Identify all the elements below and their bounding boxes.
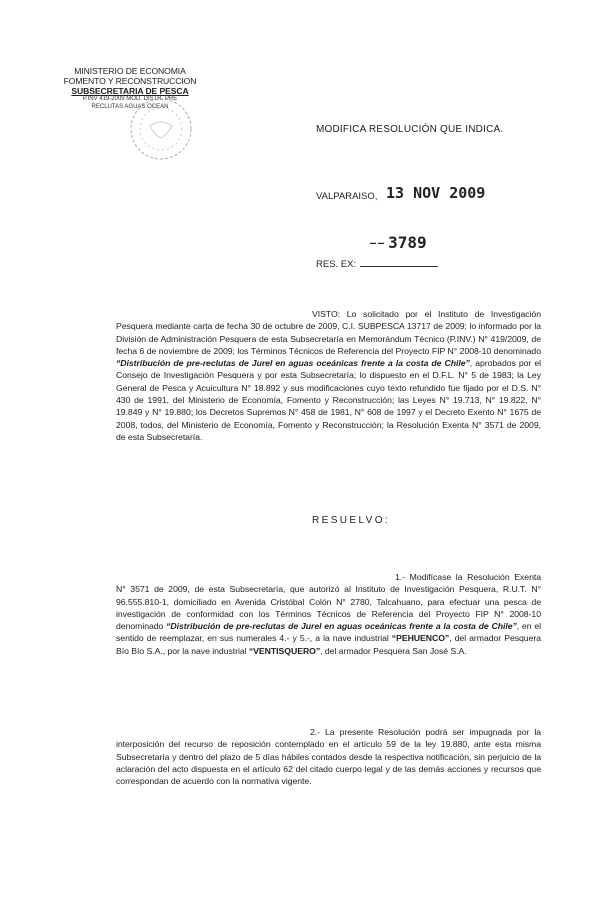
date-place: VALPARAISO,: [316, 191, 378, 202]
resolution-label: RES. EX:: [316, 259, 357, 270]
ministry-name-line2: FOMENTO Y RECONSTRUCCION: [63, 76, 197, 86]
ministry-name: MINISTERIO DE ECONOMIA: [74, 66, 186, 76]
article-1-number: 1.-: [395, 572, 405, 582]
article-1-text-3: , del armador Pesquera Bío Bío S.A., por la nave industrial: [116, 633, 541, 656]
resolution-blank-line: [360, 257, 438, 267]
visto-text-2: , aprobados por el Consejo de Investigación Pesquera y por esta Subsecretaría; lo dispuesto en el D.F.L. N° 5 de 1983; la Ley General de Pesca y Acuicultura N° 18.892 y sus modificaciones cuyo texto refundido fue fijado por el D.S. N° 430 de 1991, del Ministerio de Economía, Fomento y Reconstrucción; las Leyes N° 19.713, N° 19.822, N° 19.849 y N° 19.880; los Decretos Supremos N° 458 de 1981, N° 608 de 1997 y el Decreto Exento N° 1675 de 2008, todos, del Ministerio de Economía, Fomento y Reconstrucción; la Resolución Exenta N° 3571 de 2009, de esta Subsecretaría.: [116, 358, 541, 442]
visto-project-title: “Distribución de pre-reclutas de Jurel en aguas oceánicas frente a la costa de Chile”: [116, 358, 470, 369]
date-stamp: 13 NOV 2009: [386, 184, 486, 202]
resolution-number-stamp: [370, 233, 427, 252]
resolution-number: 3789: [388, 233, 427, 252]
dash-mark: — —: [370, 238, 383, 249]
file-reference-line2: RECLUTAS AGUAS OCEAN: [91, 103, 169, 110]
article-1-text-1: Modifícase la Resolución Exenta N° 3571 de 2009, de esta Subsecretaría, que autorizó al Instituto de Investigación Pesquera, R.U.T. N° 96.555.810-1, domiciliado en Avenida Cristóbal Colón N° 2780, Talcahuano, para efectuar una pesca de investigación de conformidad con los Términos Técnicos de Referencia del Proyecto FIP N° 2008-10 denominado: [116, 572, 541, 632]
resuelvo-heading: RESUELVO:: [312, 515, 391, 526]
article-1-text-2: , en el sentido de reemplazar, en sus numerales 4.- y 5.-, a la nave industrial: [116, 621, 541, 644]
article-2-text: La presente Resolución podrá ser impugnada por la interposición del recurso de reposición contemplado en el artículo 59 de la ley 19.880, ante esta misma Subsecretaría y dentro del plazo de 5 días hábiles contados desde la respectiva notificación, sin perjuicio de la aclaración del acto dispuesta en el artículo 62 del citado cuerpo legal y de las demás acciones y recursos que correspondan de acuerdo con la normativa vigente.: [116, 727, 541, 787]
article-1-vessel-old: “PEHUENCO”: [391, 633, 450, 644]
article-1-vessel-new: “VENTISQUERO”: [248, 645, 321, 656]
document-title: MODIFICA RESOLUCIÓN QUE INDICA.: [316, 124, 504, 135]
resolution-label-line: [316, 257, 438, 270]
official-seal-stamp: [128, 96, 194, 162]
visto-paragraph: [116, 308, 541, 443]
file-reference-line1: P.INV 419-2009 MOD. DISTR. PRE: [82, 96, 178, 102]
article-2-paragraph: [116, 726, 541, 787]
visto-lead: VISTO:: [312, 309, 341, 319]
article-1-text-4: , del armador Pesquera San José S.A.: [320, 645, 467, 656]
article-2-number: 2.-: [310, 727, 320, 737]
subsecretaria-name: SUBSECRETARIA DE PESCA: [71, 86, 189, 96]
article-1-project-title: “Distribución de pre-reclutas de Jurel en aguas oceánicas frente a la costa de Chile”: [166, 621, 517, 632]
visto-text-1: Lo solicitado por el Instituto de Investigación Pesquera mediante carta de fecha 30 de octubre de 2009, C.I. SUBPESCA 13717 de 2009; lo informado por la División de Administración Pesquera de esta Subsecretaría en Memorándum Técnico (P.INV.) N° 419/2009, de fecha 6 de noviembre de 2009; los Términos Técnicos de Referencia del Proyecto FIP N° 2008-10 denominado: [116, 309, 541, 356]
article-1-paragraph: [116, 571, 541, 657]
date-line: [316, 184, 486, 202]
